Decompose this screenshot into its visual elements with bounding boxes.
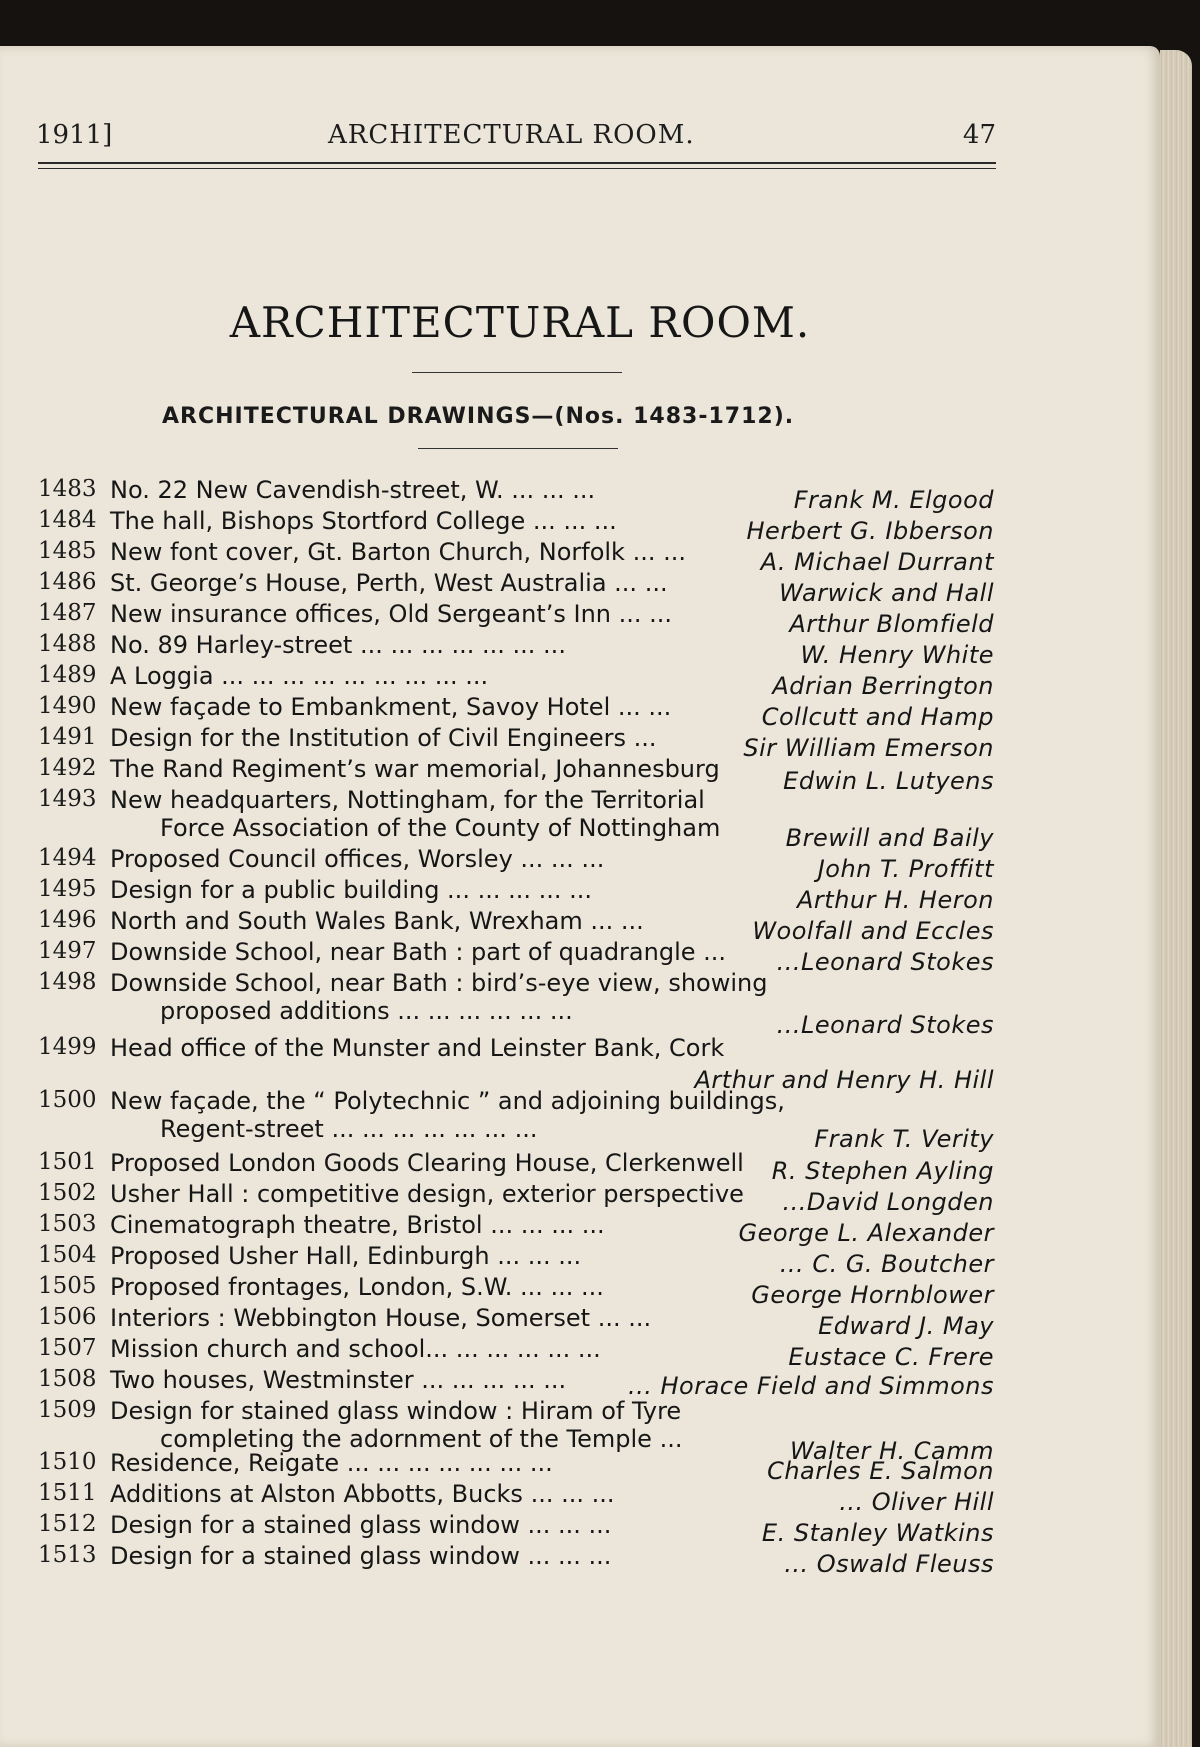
entry-title: Head office of the Munster and Leinster Bank, Cork [110,1034,725,1062]
entry-title-continued: Regent-street ... ... ... ... ... ... ... [160,1115,538,1143]
entry-author: W. Henry White [800,641,994,669]
entry-title: Design for a stained glass window ... ... ... [110,1542,612,1570]
entry-author: ... Horace Field and Simmons [627,1372,994,1400]
entry-title: Design for the Institution of Civil Engineers ... [110,724,657,752]
entry-number: 1511 [38,1480,97,1506]
entry-author: Arthur and Henry H. Hill [694,1066,994,1094]
entry-number: 1487 [38,600,97,626]
entry-number: 1489 [38,662,97,688]
entry-title: A Loggia ... ... ... ... ... ... ... ... ... [110,662,489,690]
entry-title: New façade to Embankment, Savoy Hotel ... ... [110,693,672,721]
entry-author: ... Oliver Hill [839,1488,994,1516]
entry-author: ... C. G. Boutcher [779,1250,994,1278]
entry-title-continued: Force Association of the County of Nottingham [160,814,721,842]
entry-title: Downside School, near Bath : bird’s-eye view, showing [110,969,768,997]
entry-author: Charles E. Salmon [767,1457,994,1485]
entry-title: Design for stained glass window : Hiram of Tyre [110,1397,682,1425]
entry-author: Edward J. May [818,1312,994,1340]
entry-author: Walter H. Camm [790,1437,994,1465]
entry-number: 1508 [38,1366,97,1392]
entry-author: Arthur H. Heron [797,886,994,914]
entry-number: 1512 [38,1511,97,1537]
entry-author: ...Leonard Stokes [776,948,994,976]
header-running-title: ARCHITECTURAL ROOM. [328,120,695,150]
header-year: 1911] [36,120,113,150]
entry-number: 1495 [38,876,97,902]
entry-number: 1499 [38,1034,97,1060]
page-number: 47 [962,120,996,150]
section-title: ARCHITECTURAL ROOM. [229,298,811,347]
entry-title: New façade, the “ Polytechnic ” and adjoining buildings, [110,1087,785,1115]
entry-title: Additions at Alston Abbotts, Bucks ... ... ... [110,1480,615,1508]
entry-title: New insurance offices, Old Sergeant’s Inn ... ... [110,600,673,628]
entry-title: Proposed London Goods Clearing House, Clerkenwell [110,1149,744,1177]
entry-author: George L. Alexander [738,1219,994,1247]
entry-number: 1488 [38,631,97,657]
entry-number: 1498 [38,969,97,995]
entry-title: Mission church and school... ... ... ... ... ... [110,1335,601,1363]
entry-title: Design for a stained glass window ... ... ... [110,1511,612,1539]
entry-author: ...Leonard Stokes [776,1011,994,1039]
entry-author: E. Stanley Watkins [761,1519,994,1547]
entry-title: Proposed frontages, London, S.W. ... ... ... [110,1273,604,1301]
entry-author: ... Oswald Fleuss [784,1550,994,1578]
page-edge [1160,50,1192,1747]
entry-title: Interiors : Webbington House, Somerset ... ... [110,1304,652,1332]
entry-author: Brewill and Baily [785,824,994,852]
entry-title: Proposed Usher Hall, Edinburgh ... ... ... [110,1242,582,1270]
entry-title: Downside School, near Bath : part of quadrangle ... [110,938,727,966]
entry-author: Warwick and Hall [779,579,994,607]
entry-author: Frank M. Elgood [793,486,994,514]
entry-number: 1501 [38,1149,97,1175]
entry-number: 1483 [38,476,97,502]
entry-number: 1486 [38,569,97,595]
entry-author: Arthur Blomfield [789,610,994,638]
entry-number: 1484 [38,507,97,533]
entry-title-continued: completing the adornment of the Temple ... [160,1425,683,1453]
entry-title: New headquarters, Nottingham, for the Territorial [110,786,705,814]
entry-number: 1494 [38,845,97,871]
entry-number: 1492 [38,755,97,781]
entry-number: 1496 [38,907,97,933]
entry-number: 1485 [38,538,97,564]
entry-number: 1493 [38,786,97,812]
entry-title: Cinematograph theatre, Bristol ... ... ... ... [110,1211,605,1239]
entry-author: Sir William Emerson [743,734,994,762]
entry-number: 1513 [38,1542,97,1568]
entry-number: 1507 [38,1335,97,1361]
entry-author: Eustace C. Frere [788,1343,994,1371]
entry-title: St. George’s House, Perth, West Australia ... ... [110,569,668,597]
entry-author: R. Stephen Ayling [771,1157,994,1185]
entry-title: North and South Wales Bank, Wrexham ... ... [110,907,644,935]
entry-title: Residence, Reigate ... ... ... ... ... ... ... [110,1449,553,1477]
entry-number: 1510 [38,1449,97,1475]
entry-title: The Rand Regiment’s war memorial, Johannesburg [110,755,720,783]
entry-author: Collcutt and Hamp [761,703,994,731]
section-subtitle: ARCHITECTURAL DRAWINGS—(Nos. 1483-1712). [162,404,795,429]
entry-title: Two houses, Westminster ... ... ... ... ... [110,1366,567,1394]
entry-author: George Hornblower [751,1281,994,1309]
entry-author: ...David Longden [782,1188,994,1216]
entry-number: 1497 [38,938,97,964]
entry-number: 1504 [38,1242,97,1268]
entry-title: New font cover, Gt. Barton Church, Norfolk ... ... [110,538,686,566]
entry-number: 1506 [38,1304,97,1330]
entry-author: A. Michael Durrant [760,548,994,576]
entry-number: 1503 [38,1211,97,1237]
entry-author: Adrian Berrington [772,672,994,700]
entry-number: 1491 [38,724,97,750]
entry-title: No. 22 New Cavendish-street, W. ... ... ... [110,476,596,504]
entry-title: Usher Hall : competitive design, exterior perspective [110,1180,744,1208]
entry-title: No. 89 Harley-street ... ... ... ... ... ... ... [110,631,566,659]
entry-author: Frank T. Verity [814,1125,994,1153]
entry-title: The hall, Bishops Stortford College ... ... ... [110,507,617,535]
entry-number: 1505 [38,1273,97,1299]
entry-author: John T. Proffitt [817,855,994,883]
entry-author: Edwin L. Lutyens [783,767,994,795]
entry-author: Herbert G. Ibberson [746,517,994,545]
entry-number: 1500 [38,1087,97,1113]
entry-title: Proposed Council offices, Worsley ... ... ... [110,845,605,873]
entry-number: 1490 [38,693,97,719]
entry-title: Design for a public building ... ... ... ... ... [110,876,593,904]
entry-number: 1509 [38,1397,97,1423]
entry-number: 1502 [38,1180,97,1206]
entry-title-continued: proposed additions ... ... ... ... ... ... [160,997,573,1025]
entry-author: Woolfall and Eccles [752,917,994,945]
